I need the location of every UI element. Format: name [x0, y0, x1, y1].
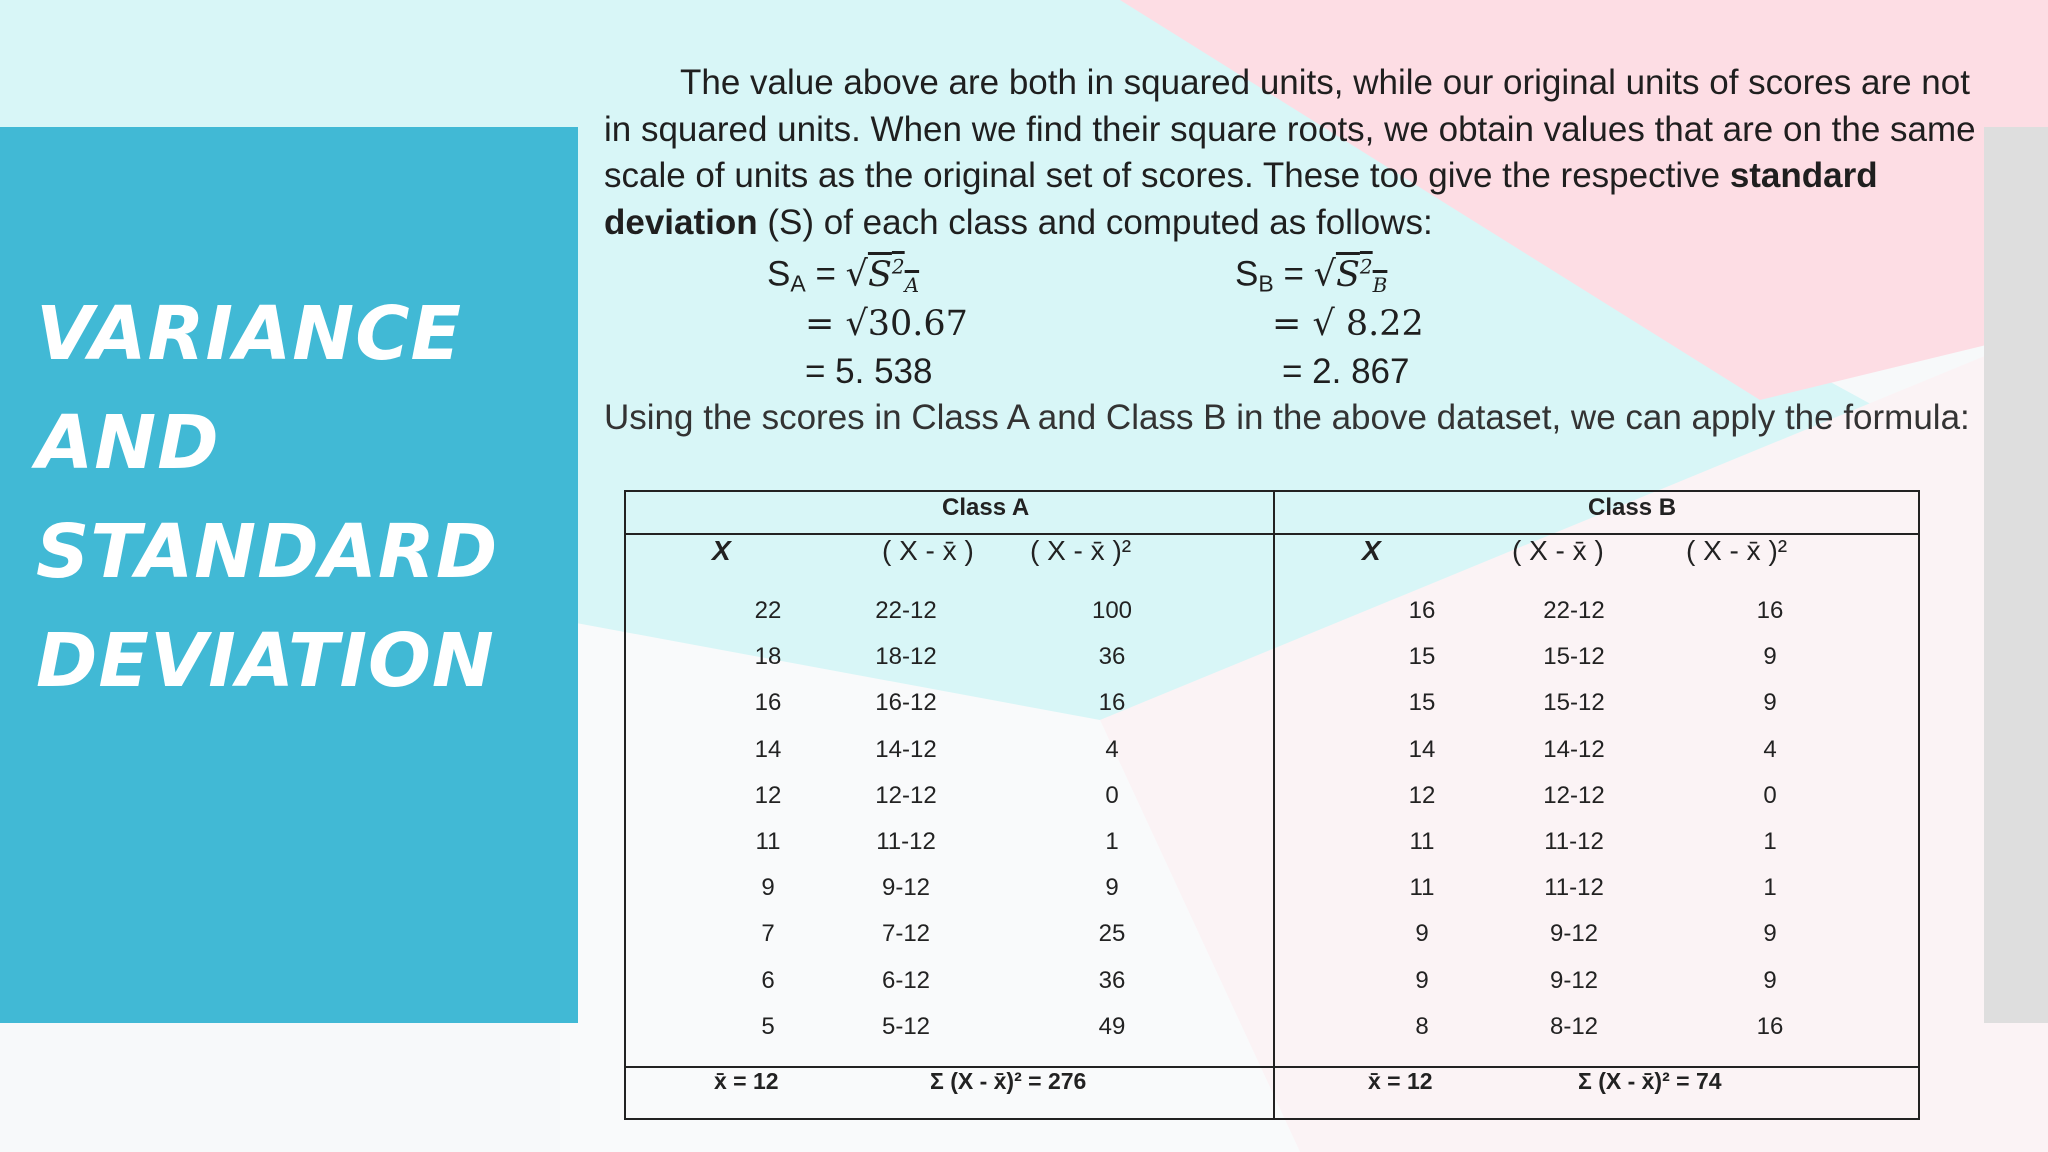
- table-cell: 0: [1763, 781, 1777, 809]
- table-cell: 11-12: [1544, 828, 1604, 855]
- table-cell: 15: [1408, 643, 1436, 671]
- col-deviation-header: ( X - x̄ ): [1512, 535, 1604, 566]
- scores-table: [624, 490, 1920, 1120]
- table-cell: 36: [1098, 966, 1126, 994]
- table-cell: 22-12: [1543, 597, 1605, 624]
- class-b-header: Class B: [1588, 494, 1677, 521]
- table-cell: 12-12: [875, 781, 937, 809]
- equals-sign: =: [815, 254, 836, 294]
- table-cell: 6: [761, 966, 775, 994]
- table-cell: 22: [754, 597, 782, 624]
- table-cell: 16: [1408, 597, 1436, 624]
- formula-radicand: $S^2_B$: [1335, 254, 1388, 297]
- body-text: [604, 60, 1984, 246]
- formula-radicand: $S^2_A$: [867, 254, 920, 297]
- intro-paragraph: Using the scores in Class A and Class B in the above dataset, we can apply the formula:: [604, 398, 1970, 437]
- table-cell: 16: [1098, 689, 1126, 717]
- formula-symbol: S: [1235, 254, 1259, 294]
- formula-sa-value: = √30.67: [805, 304, 968, 344]
- table-cell: 0: [1105, 781, 1119, 809]
- table-divider: [626, 1066, 1918, 1068]
- slide-title: [36, 280, 498, 716]
- table-cell: 4: [1763, 735, 1777, 763]
- table-cell: 7-12: [881, 920, 931, 948]
- paragraph-text: The value above are both in squared units, while our original units of scores are not in squared units. When we find their square roots, we obtain values that are on the same scale of units as the original set of scores. These too give the respective: [604, 63, 1976, 195]
- table-cell: 12: [754, 781, 782, 809]
- decorative-strip: [1984, 127, 2048, 1023]
- table-cell: 9: [1763, 966, 1777, 994]
- col-squared-header: ( X - x̄ )²: [1030, 535, 1132, 566]
- table-cell: 9-12: [881, 874, 931, 902]
- table-cell: 9: [1763, 920, 1777, 948]
- title-line: STANDARD: [36, 509, 499, 595]
- table-cell: 36: [1098, 643, 1126, 671]
- equals-sign: =: [1283, 254, 1304, 294]
- formula-sb-result: = 2. 867: [1282, 352, 1410, 391]
- formula-sa-result: = 5. 538: [805, 352, 933, 391]
- table-cell: 12-12: [1543, 781, 1605, 809]
- class-b-mean: x̄ = 12: [1368, 1068, 1433, 1094]
- sqrt-icon: √: [845, 254, 868, 295]
- table-cell: 11-12: [876, 828, 936, 855]
- table-cell: 8: [1415, 1012, 1429, 1040]
- title-line: DEVIATION: [36, 618, 495, 704]
- paragraph-tail: (S) of each class and computed as follows:: [757, 202, 1433, 242]
- bold-term: standard deviation: [604, 156, 1878, 242]
- table-cell: 9: [1415, 920, 1429, 948]
- table-cell: 14: [1408, 735, 1436, 763]
- table-cell: 15-12: [1543, 643, 1605, 671]
- sqrt-icon: √: [1313, 254, 1336, 295]
- table-cell: 1: [1763, 874, 1777, 902]
- table-divider: [1273, 492, 1275, 1118]
- title-line: VARIANCE: [36, 291, 463, 377]
- table-cell: 15: [1408, 689, 1436, 717]
- formula-sa: [767, 254, 919, 298]
- col-squared-header: ( X - x̄ )²: [1686, 535, 1788, 566]
- table-cell: 1: [1105, 828, 1119, 855]
- table-cell: 14: [754, 735, 782, 763]
- formula-subscript: B: [1258, 270, 1274, 297]
- formula-sb-value: = √ 8.22: [1272, 304, 1424, 344]
- table-cell: 14-12: [875, 735, 937, 763]
- table-cell: 18: [754, 643, 782, 671]
- table-cell: 9: [1415, 966, 1429, 994]
- table-cell: 7: [761, 920, 775, 948]
- table-cell: 9-12: [1549, 920, 1599, 948]
- formula-symbol: S: [767, 254, 791, 294]
- explanation-paragraph: [604, 60, 1984, 246]
- table-cell: 11-12: [1544, 874, 1604, 902]
- table-cell: 14-12: [1543, 735, 1605, 763]
- table-cell: 15-12: [1543, 689, 1605, 717]
- table-cell: 8-12: [1549, 1012, 1599, 1040]
- table-cell: 11: [1409, 874, 1435, 902]
- table-cell: 9: [761, 874, 775, 902]
- col-x-header: X: [712, 535, 731, 566]
- table-cell: 100: [1091, 597, 1133, 624]
- table-cell: 4: [1105, 735, 1119, 763]
- table-cell: 16: [754, 689, 782, 717]
- table-cell: 5: [761, 1012, 775, 1040]
- table-cell: 1: [1763, 828, 1777, 855]
- class-a-mean: x̄ = 12: [714, 1068, 779, 1094]
- class-b-sum: Σ (X - x̄)² = 74: [1578, 1068, 1722, 1094]
- table-cell: 25: [1098, 920, 1126, 948]
- table-cell: 16: [1756, 1012, 1784, 1040]
- table-cell: 11: [755, 828, 781, 855]
- class-a-sum: Σ (X - x̄)² = 276: [930, 1068, 1087, 1094]
- col-x-header: X: [1362, 535, 1381, 566]
- col-deviation-header: ( X - x̄ ): [882, 535, 974, 566]
- formula-sb: [1235, 254, 1387, 298]
- table-cell: 9-12: [1549, 966, 1599, 994]
- formula-subscript: A: [790, 270, 806, 297]
- table-cell: 18-12: [875, 643, 937, 671]
- class-a-header: Class A: [942, 494, 1030, 521]
- title-line: AND: [36, 400, 220, 486]
- table-cell: 12: [1408, 781, 1436, 809]
- table-cell: 9: [1763, 689, 1777, 717]
- table-cell: 6-12: [881, 966, 931, 994]
- table-cell: 16: [1756, 597, 1784, 624]
- table-cell: 9: [1763, 643, 1777, 671]
- table-cell: 22-12: [875, 597, 937, 624]
- table-cell: 9: [1105, 874, 1119, 902]
- table-cell: 11: [1409, 828, 1435, 855]
- table-cell: 49: [1098, 1012, 1126, 1040]
- table-cell: 5-12: [881, 1012, 931, 1040]
- table-cell: 16-12: [875, 689, 937, 717]
